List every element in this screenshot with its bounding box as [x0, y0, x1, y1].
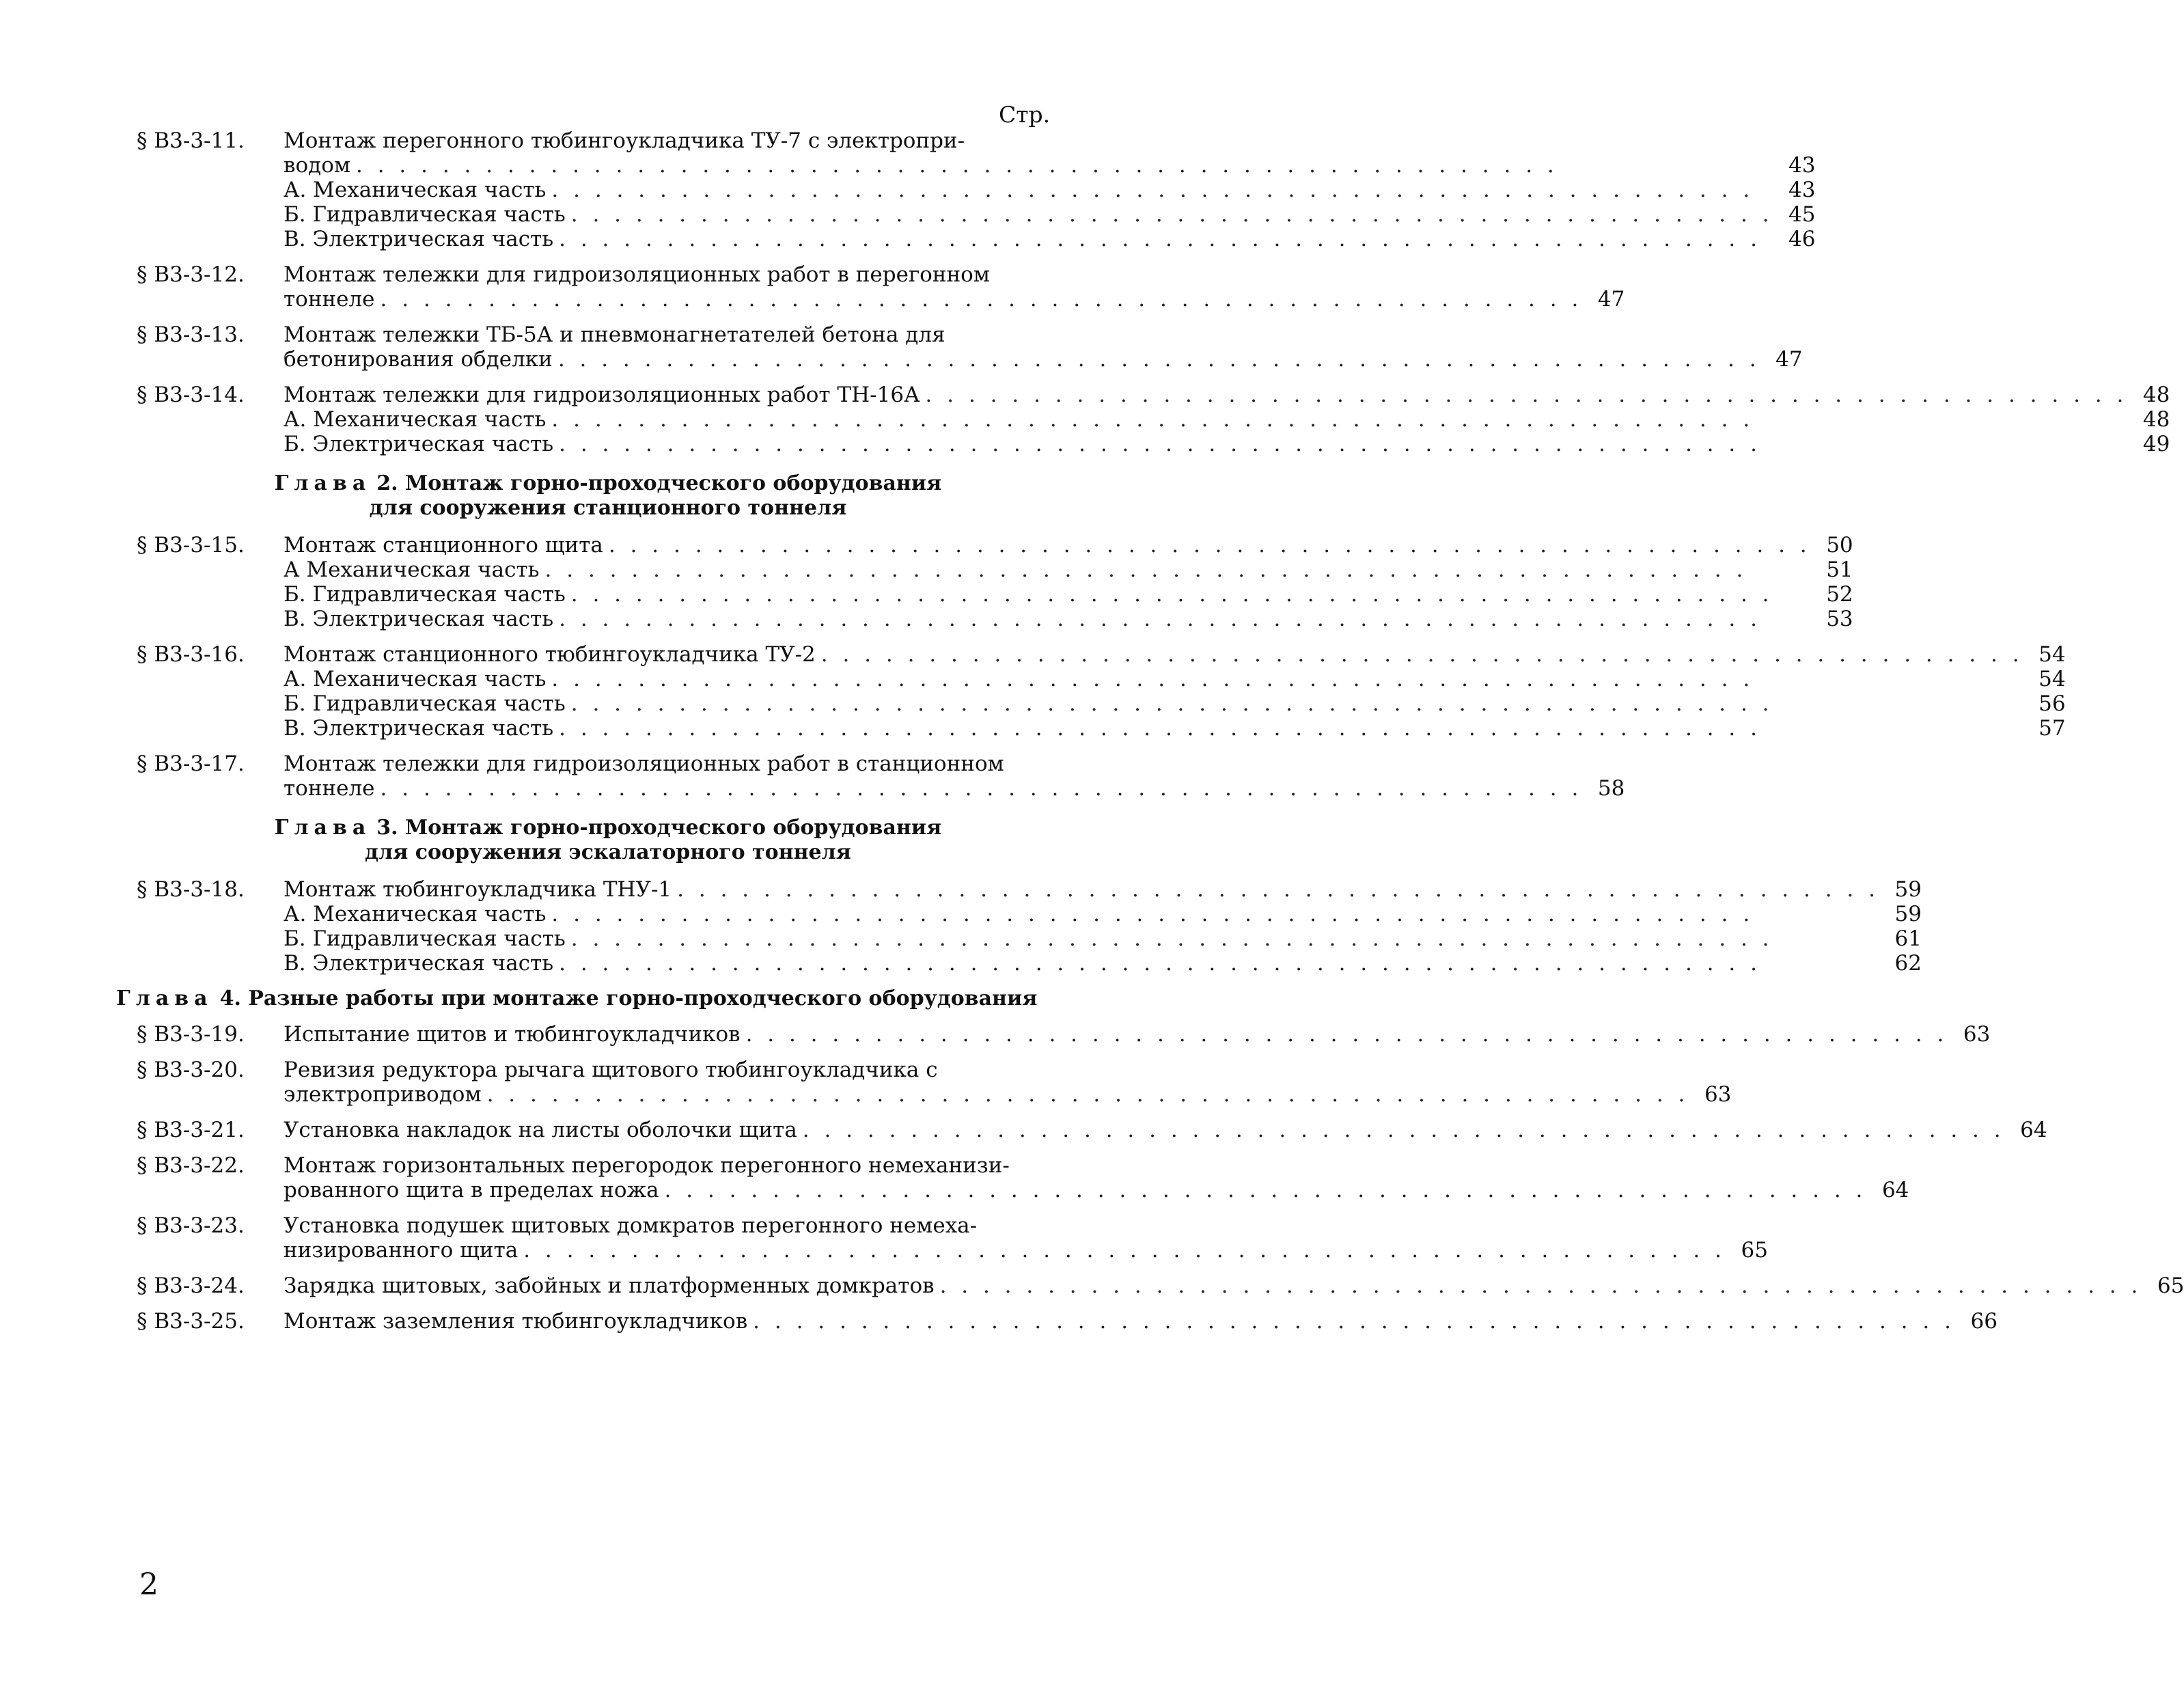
section-body	[284, 322, 1803, 372]
section-code: § В3-3-20.	[137, 1058, 245, 1082]
toc-page-number: 49	[2142, 432, 2170, 456]
dot-leader	[487, 1082, 1689, 1107]
toc-line-text: Установка накладок на листы оболочки щита	[284, 1118, 797, 1142]
toc-line-text: тоннеле	[284, 776, 375, 801]
dot-leader	[551, 902, 1879, 926]
toc-line-text: низированного щита	[284, 1238, 519, 1263]
toc-line	[284, 287, 1625, 312]
toc-line	[284, 1309, 1998, 1334]
section-body	[284, 1153, 1909, 1202]
toc-line	[284, 716, 2066, 741]
toc-entry	[137, 1058, 1732, 1107]
dot-leader	[821, 642, 2023, 667]
section-code: § В3-3-15.	[137, 533, 245, 557]
toc-line	[284, 153, 1816, 178]
toc-line	[284, 926, 1922, 951]
toc-page-number: 63	[1963, 1022, 1991, 1047]
dot-leader	[677, 877, 1879, 902]
toc-line	[284, 1118, 2047, 1142]
toc-page-number: 65	[1741, 1238, 1768, 1263]
dot-leader	[523, 1238, 1726, 1263]
toc-page-number: 48	[2142, 407, 2170, 432]
toc-entry	[137, 1273, 2184, 1298]
toc-line-text: Зарядка щитовых, забойных и платформенных домкратов	[284, 1273, 935, 1298]
section-body	[284, 1213, 1768, 1263]
toc-line	[284, 877, 1922, 902]
toc-page-number: 64	[2020, 1118, 2047, 1142]
chapter-title-line2: для сооружения станционного тоннеля	[369, 496, 847, 520]
toc-line-text: Монтаж тюбингоукладчика ТНУ-1	[284, 877, 672, 902]
toc-line-text: В. Электрическая часть	[284, 227, 554, 251]
dot-leader	[559, 227, 1773, 251]
toc-line-text: Монтаж тележки для гидроизоляционных работ в станционном	[284, 752, 1004, 776]
toc-line-text: Монтаж горизонтальных перегородок перегонного немеханизи-	[284, 1153, 1010, 1178]
page-number: 2	[139, 1567, 158, 1602]
section-body	[284, 1309, 1998, 1334]
toc-line	[284, 322, 1803, 347]
toc-line	[284, 1213, 1768, 1238]
dot-leader	[551, 667, 2023, 691]
toc-line	[284, 582, 1853, 607]
toc-entry	[137, 1309, 1998, 1334]
toc-page-number: 53	[1826, 607, 1853, 631]
toc-line	[284, 1022, 1990, 1047]
section-code: § В3-3-24.	[137, 1273, 245, 1298]
toc-line-text: А. Механическая часть	[284, 902, 547, 926]
toc-page-number: 45	[1788, 202, 1816, 227]
toc-group-chapter4	[137, 1022, 2184, 1334]
dot-leader	[381, 287, 1583, 312]
toc-line	[284, 227, 1816, 251]
toc-line	[284, 1178, 1909, 1202]
dot-leader	[558, 347, 1760, 372]
toc-entry	[137, 642, 2066, 741]
toc-line-text: А. Механическая часть	[284, 178, 547, 202]
section-code: § В3-3-12.	[137, 262, 245, 287]
toc-page-number: 50	[1826, 533, 1853, 557]
toc-line-text: электроприводом	[284, 1082, 482, 1107]
section-body	[284, 752, 1625, 801]
section-code: § В3-3-19.	[137, 1022, 245, 1047]
dot-leader	[559, 607, 1811, 631]
toc-entry	[137, 1153, 1909, 1202]
toc-line-text: тоннеле	[284, 287, 375, 312]
chapter-3-heading	[137, 816, 1079, 865]
toc-entry	[137, 1213, 1768, 1263]
toc-line-text: Б. Электрическая часть	[284, 432, 554, 456]
toc-page-number: 65	[2157, 1273, 2184, 1298]
toc-line	[284, 667, 2066, 691]
toc-line-text: Монтаж тележки для гидроизоляционных работ ТН-16А	[284, 383, 920, 407]
toc-line	[284, 557, 1853, 582]
toc-line-text: Испытание щитов и тюбингоукладчиков	[284, 1022, 741, 1047]
section-body	[284, 383, 2170, 456]
toc-line-text: бетонирования обделки	[284, 347, 553, 372]
toc-line	[284, 1058, 1731, 1082]
toc-entry	[137, 128, 1816, 251]
dot-leader	[940, 1273, 2142, 1298]
toc-group-chapter3	[137, 877, 1922, 976]
dot-leader	[926, 383, 2128, 407]
toc-line	[284, 691, 2066, 716]
toc-line	[284, 1153, 1909, 1178]
dot-leader	[609, 533, 1811, 557]
toc-line-text: Монтаж тележки ТБ-5А и пневмонагнетателей бетона для	[284, 322, 945, 347]
toc-page-number: 57	[2038, 716, 2066, 741]
dot-leader	[753, 1309, 1955, 1334]
toc-line-text: Б. Гидравлическая часть	[284, 202, 566, 227]
toc-page-number: 54	[2038, 642, 2066, 667]
toc-line	[284, 347, 1803, 372]
dot-leader	[571, 691, 2023, 716]
toc-page-number: 64	[1881, 1178, 1909, 1202]
toc-page-number: 48	[2142, 383, 2170, 407]
section-body	[284, 1273, 2184, 1298]
toc-page-number: 46	[1788, 227, 1816, 251]
toc-line-text: А. Механическая часть	[284, 407, 547, 432]
toc-line-text: В. Электрическая часть	[284, 951, 554, 976]
toc-line-text: В. Электрическая часть	[284, 607, 554, 631]
dot-leader	[571, 202, 1773, 227]
toc-line-text: Б. Гидравлическая часть	[284, 691, 566, 716]
section-code: § В3-3-11.	[137, 128, 245, 153]
toc-line-text: Монтаж тележки для гидроизоляционных работ в перегонном	[284, 262, 990, 287]
toc-line-text: Б. Гидравлическая часть	[284, 926, 566, 951]
chapter-title-line1: 3. Монтаж горно-проходческого оборудования	[376, 816, 942, 840]
toc-page-number: 63	[1704, 1082, 1732, 1107]
page-column-header: Стр.	[999, 101, 1051, 128]
toc-line	[284, 752, 1625, 776]
section-body	[284, 262, 1625, 312]
section-code: § В3-3-17.	[137, 752, 245, 776]
dot-leader	[559, 951, 1879, 976]
toc-line	[284, 776, 1625, 801]
toc-line-text: А Механическая часть	[284, 557, 540, 582]
toc-line-text: рованного щита в пределах ножа	[284, 1178, 659, 1202]
toc-line	[284, 1273, 2184, 1298]
section-code: § В3-3-16.	[137, 642, 245, 667]
section-code: § В3-3-23.	[137, 1213, 245, 1238]
dot-leader	[551, 407, 2127, 432]
toc-page-number: 59	[1894, 877, 1922, 902]
toc-line	[284, 1082, 1731, 1107]
toc-line	[284, 432, 2170, 456]
chapter-title-line2: для сооружения эскалаторного тоннеля	[365, 840, 851, 864]
section-code: § В3-3-21.	[137, 1118, 245, 1142]
toc-line-text: Монтаж заземления тюбингоукладчиков	[284, 1309, 748, 1334]
section-body	[284, 1118, 2047, 1142]
toc-line	[284, 128, 1816, 153]
section-body	[284, 642, 2066, 741]
toc-line-text: Монтаж станционного тюбингоукладчика ТУ-2	[284, 642, 816, 667]
dot-leader	[559, 716, 2023, 741]
toc-entry	[137, 1118, 2047, 1142]
toc-page-number: 43	[1788, 153, 1816, 178]
dot-leader	[559, 432, 2127, 456]
toc-line-text: В. Электрическая часть	[284, 716, 554, 741]
toc-line	[284, 1238, 1768, 1263]
toc-page-number: 62	[1894, 951, 1922, 976]
dot-leader	[551, 178, 1773, 202]
toc-page-number: 47	[1775, 347, 1803, 372]
section-code: § В3-3-18.	[137, 877, 245, 902]
chapter-2-heading	[137, 471, 1079, 521]
section-body	[284, 533, 1853, 631]
toc-line	[284, 202, 1816, 227]
toc-entry	[137, 877, 1922, 976]
dot-leader	[803, 1118, 2005, 1142]
toc-entry	[137, 262, 1625, 312]
toc-line	[284, 607, 1853, 631]
toc-entry	[137, 752, 1625, 801]
chapter-title-line1: 2. Монтаж горно-проходческого оборудования	[376, 471, 942, 495]
toc-page-number: 66	[1970, 1309, 1998, 1334]
toc-line-text: Монтаж перегонного тюбингоукладчика ТУ-7 с электропри-	[284, 128, 965, 153]
chapter-word: Глава	[274, 816, 372, 840]
section-code: § В3-3-13.	[137, 322, 245, 347]
toc-line	[284, 407, 2170, 432]
toc-line	[284, 262, 1625, 287]
dot-leader	[545, 557, 1811, 582]
toc-line	[284, 951, 1922, 976]
section-body	[284, 877, 1922, 976]
dot-leader	[356, 153, 1773, 178]
toc-page-number: 56	[2038, 691, 2066, 716]
chapter-word: Глава	[274, 471, 372, 495]
toc-line-text: Б. Гидравлическая часть	[284, 582, 566, 607]
dot-leader	[571, 926, 1879, 951]
toc-page-number: 54	[2038, 667, 2066, 691]
toc-line-text: Установка подушек щитовых домкратов перегонного немеха-	[284, 1213, 978, 1238]
dot-leader	[381, 776, 1583, 801]
section-body	[284, 128, 1816, 251]
toc-entry	[137, 1022, 1991, 1047]
section-code: § В3-3-14.	[137, 383, 245, 407]
table-of-contents	[116, 128, 2184, 1345]
section-code: § В3-3-22.	[137, 1153, 245, 1178]
dot-leader	[571, 582, 1811, 607]
chapter-word: Глава	[116, 987, 213, 1010]
toc-page-number: 47	[1597, 287, 1625, 312]
toc-entry	[137, 533, 1853, 631]
toc-group-chapter1	[137, 128, 2170, 456]
section-body	[284, 1022, 1990, 1047]
toc-line	[284, 902, 1922, 926]
toc-entry	[137, 322, 1803, 372]
toc-group-chapter2	[137, 533, 2066, 801]
dot-leader	[665, 1178, 1867, 1202]
toc-line	[284, 533, 1853, 557]
toc-page-number: 52	[1826, 582, 1853, 607]
toc-line	[284, 642, 2066, 667]
toc-line-text: водом	[284, 153, 350, 178]
toc-page-number: 43	[1788, 178, 1816, 202]
toc-page-number: 58	[1597, 776, 1625, 801]
toc-line	[284, 383, 2170, 407]
chapter-4-heading	[116, 987, 1079, 1011]
dot-leader	[746, 1022, 1948, 1047]
toc-line-text: А. Механическая часть	[284, 667, 547, 691]
section-code: § В3-3-25.	[137, 1309, 245, 1334]
toc-page-number: 51	[1826, 557, 1853, 582]
chapter-title-line1: 4. Разные работы при монтаже горно-проходческого оборудования	[219, 987, 1038, 1010]
toc-page-number: 59	[1894, 902, 1922, 926]
toc-entry	[137, 383, 2170, 456]
toc-line-text: Ревизия редуктора рычага щитового тюбингоукладчика с	[284, 1058, 938, 1082]
toc-line	[284, 178, 1816, 202]
section-body	[284, 1058, 1731, 1107]
toc-page-number: 61	[1894, 926, 1922, 951]
toc-line-text: Монтаж станционного щита	[284, 533, 603, 557]
